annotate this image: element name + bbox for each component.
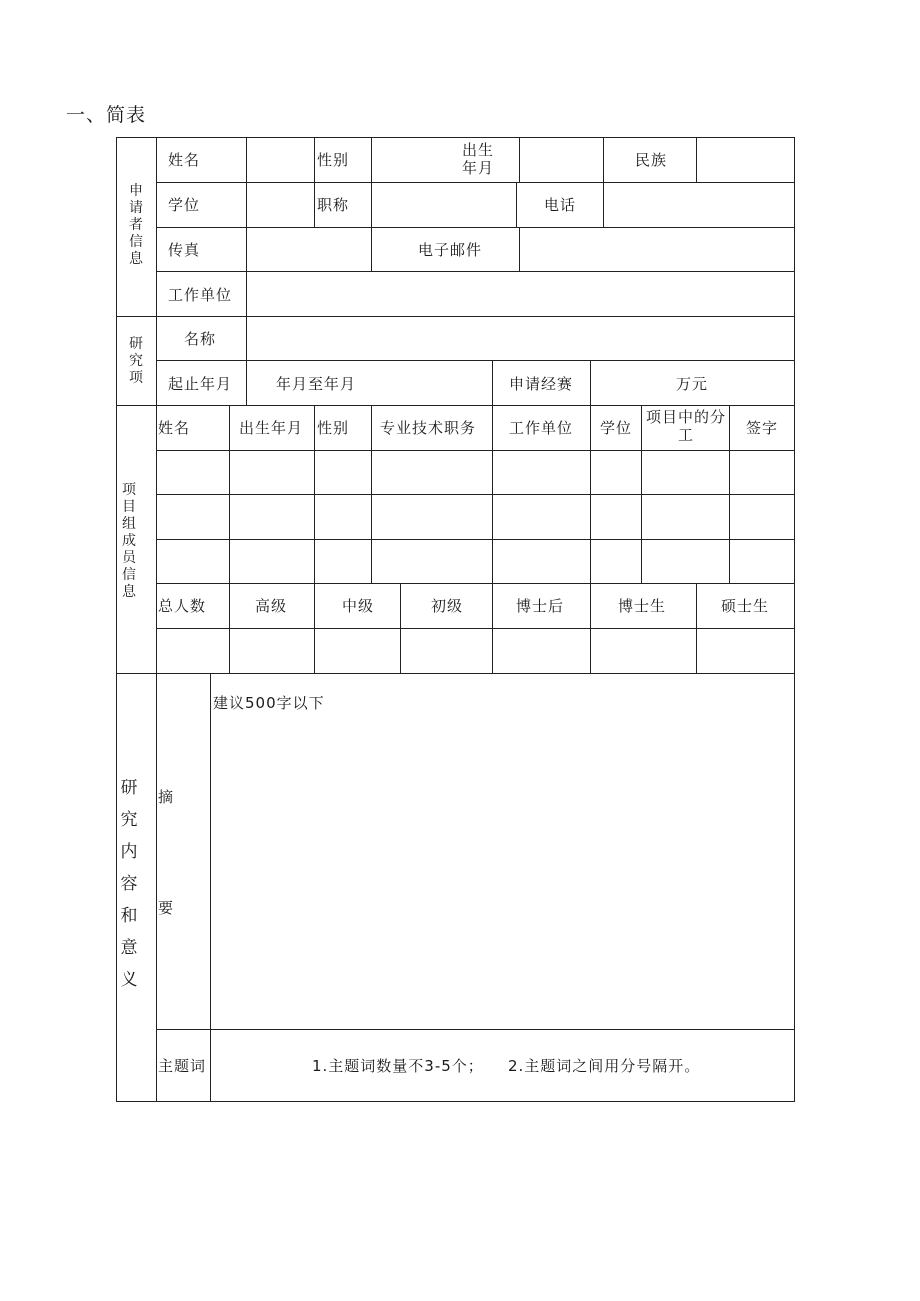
birth-label: 出生年月 [461,141,494,177]
member-header-birth: 出生年月 [239,419,304,437]
cell-line [729,405,730,583]
section-heading: 一、简表 [66,104,147,126]
period-value: 年月至年月 [276,375,357,393]
row-line [156,494,795,495]
fax-label: 传真 [168,241,201,259]
row-line [156,628,795,629]
row-line [156,1029,795,1030]
row-line [156,182,795,183]
member-header-employer: 工作单位 [509,419,574,437]
cell-line [314,405,315,673]
summary-header-senior: 高级 [255,597,288,615]
employer-label: 工作单位 [168,286,233,304]
cell-line [519,137,520,183]
cell-line [371,137,372,272]
cell-line [371,405,372,583]
degree-label: 学位 [168,196,201,214]
label-column-divider [156,137,157,1102]
keywords-label: 主题词 [158,1057,207,1075]
row-line [156,227,795,228]
cell-line [400,583,401,673]
table-border-bottom [116,1101,795,1102]
row-line [156,583,795,584]
member-header-role: 项目中的分工 [645,408,726,444]
summary-header-master: 硕士生 [721,597,770,615]
cell-line [519,227,520,272]
cell-line [314,137,315,227]
cell-line [516,182,517,227]
member-header-name: 姓名 [158,419,191,437]
row-line [156,450,795,451]
abstract-label-2: 要 [158,899,175,917]
member-header-title: 专业技术职务 [380,419,477,437]
row-line [156,360,795,361]
cell-line [696,137,697,183]
cell-line [603,182,604,227]
cell-line [696,583,697,673]
keywords-hint-2: 2.主题词之间用分号隔开。 [508,1057,701,1075]
funding-unit: 万元 [676,375,709,393]
cell-line [229,405,230,673]
member-header-degree: 学位 [600,419,633,437]
project-section-label: 研究项 [129,336,143,386]
project-name-label: 名称 [184,330,217,348]
divider-applicant-project [116,316,795,317]
email-label: 电子邮件 [418,241,483,259]
cell-line [603,137,604,183]
cell-line [246,316,247,406]
table-border-top [116,137,795,138]
cell-line [641,405,642,583]
summary-header-intermediate: 中级 [342,597,375,615]
member-header-signature: 签字 [746,419,779,437]
table-border-right [794,137,795,1102]
summary-header-phd: 博士生 [618,597,667,615]
cell-line [246,137,247,227]
summary-header-total: 总人数 [158,597,207,615]
ethnicity-label: 民族 [635,151,668,169]
title-label: 职称 [317,196,350,214]
cell-line [492,405,493,673]
cell-line [210,673,211,1102]
gender-label: 性别 [317,151,350,169]
applicant-section-label: 申请者信息 [129,183,143,267]
cell-line [246,227,247,317]
cell-line [590,360,591,406]
cell-line [492,360,493,406]
member-header-gender: 性别 [317,419,350,437]
divider-project-members [116,405,795,406]
abstract-label-1: 摘 [158,788,175,806]
divider-members-content [116,673,795,674]
funding-label: 申请经赛 [509,375,574,393]
keywords-hint-1: 1.主题词数量不3-5个； [312,1057,484,1075]
row-line [156,539,795,540]
summary-header-junior: 初级 [431,597,464,615]
row-line [156,271,795,272]
phone-label: 电话 [544,196,577,214]
summary-header-postdoc: 博士后 [516,597,565,615]
abstract-hint: 建议500字以下 [213,694,325,712]
name-label: 姓名 [168,151,201,169]
content-section-label: 研究内容和意义 [120,778,138,990]
members-section-label: 项目组成员信息 [122,482,136,600]
cell-line [590,405,591,673]
period-label: 起止年月 [168,375,233,393]
